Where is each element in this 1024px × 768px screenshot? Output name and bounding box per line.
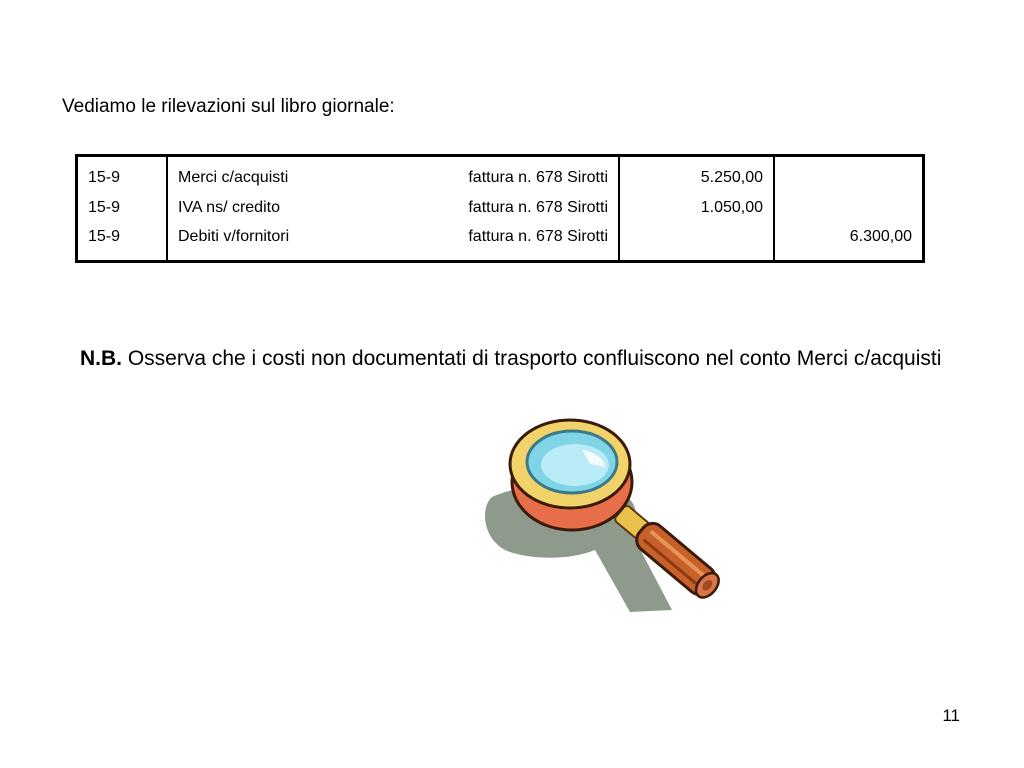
account-name: Debiti v/fornitori [178,228,290,245]
description-column [167,156,619,262]
document-ref: fattura n. 678 Sirotti [468,169,608,186]
intro-text: Vediamo le rilevazioni sul libro giornale: [62,96,395,117]
entry-date: 15-9 [88,228,121,245]
account-name: IVA ns/ credito [178,198,280,216]
journal-table [75,154,925,263]
credit-amount: 6.300,00 [849,228,912,245]
page-number: 11 [942,706,960,725]
magnifying-glass-icon [470,412,730,617]
debit-amount [630,222,763,252]
credit-amount [785,193,912,223]
document-ref: fattura n. 678 Sirotti [468,228,608,245]
description-line [178,222,608,252]
debit-column [619,156,774,262]
document-ref: fattura n. 678 Sirotti [468,198,608,216]
note-text: Osserva che i costi non documentati di trasporto confluiscono nel conto Merci c/acquisti [122,347,942,370]
credit-amount [785,163,912,193]
journal-row [77,156,924,262]
note-paragraph [80,344,980,373]
entry-date: 15-9 [88,169,121,186]
debit-amount: 5.250,00 [700,169,763,186]
credit-column [774,156,924,262]
date-column [77,156,168,262]
entry-date: 15-9 [88,198,121,216]
account-name: Merci c/acquisti [178,169,289,186]
debit-amount: 1.050,00 [700,198,763,216]
description-line [178,163,608,193]
description-line [178,193,608,223]
note-label: N.B. [80,347,122,370]
